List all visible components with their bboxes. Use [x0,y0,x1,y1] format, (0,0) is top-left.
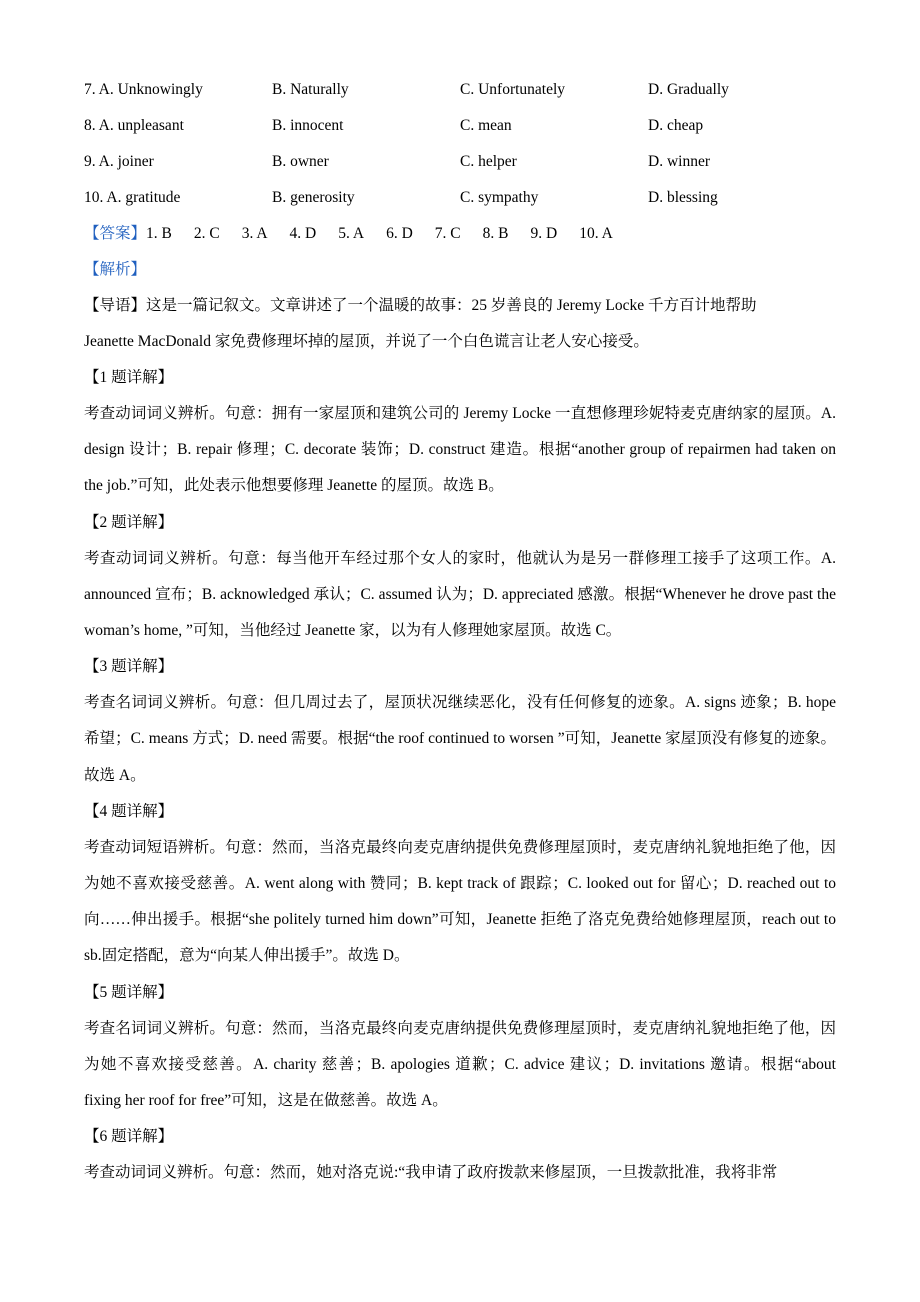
option-row-9 [84,144,836,180]
option-row-8 [84,108,836,144]
answer-item: 5. A [338,225,365,242]
answer-item: 3. A [241,225,268,242]
intro-line-1: 【导语】这是一篇记叙文。文章讲述了一个温暖的故事：25 岁善良的 Jeremy Locke 千方百计地帮助 [84,297,757,314]
answer-item: 4. D [289,225,317,242]
option-a: 7. A. Unknowingly [84,81,203,98]
option-a: 9. A. joiner [84,153,154,170]
option-c: C. Unfortunately [460,81,566,98]
option-d: D. cheap [648,117,704,134]
q6-title: 【6 题详解】 [84,1128,174,1146]
option-row-7 [84,72,836,108]
q2-text: 考查动词词义辨析。句意：每当他开车经过那个女人的家时，他就认为是另一群修理工接手了这项工作。A. announced 宣布；B. acknowledged 承认；C. assumed 认为；D. appreciated 感激。根据“Whenever he drove past the woman’s home, ”可知，当他经过 Jeanette 家，以为有人修理她家屋顶。故选 C。 [84,549,836,640]
answer-item: 8. B [482,225,509,242]
q4-title: 【4 题详解】 [84,802,174,820]
option-c: C. sympathy [460,189,539,206]
q1-title: 【1 题详解】 [84,369,174,386]
q5-text: 考查名词词义辨析。句意：然而，当洛克最终向麦克唐纳提供免费修理屋顶时，麦克唐纳礼貌地拒绝了他，因为她不喜欢接受慈善。A. charity 慈善；B. apologies 道歉；C. advice 建议；D. invitations 邀请。根据“about fixing her roof for free”可知，这是在做慈善。故选 A。 [84,1019,836,1110]
option-d: D. winner [648,153,710,170]
analysis-label: 【解析】 [84,261,147,278]
option-d: D. Gradually [648,81,729,98]
q3-title: 【3 题详解】 [84,658,174,676]
option-b: B. innocent [272,117,344,134]
option-d: D. blessing [648,189,718,206]
answer-label: 【答案】 [84,225,147,242]
q5-title: 【5 题详解】 [84,983,174,1001]
answer-item: 6. D [386,225,413,242]
answer-item: 10. A [579,225,613,242]
option-a: 8. A. unpleasant [84,117,184,134]
answer-item: 1. B [146,225,172,242]
option-b: B. generosity [272,189,355,206]
q3-text: 考查名词词义辨析。句意：但几周过去了，屋顶状况继续恶化，没有任何修复的迹象。A. signs 迹象；B. hope 希望；C. means 方式；D. need 需要。根据“the roof continued to worsen ”可知，Jeanette 家屋顶没有修复的迹象。故选 A。 [84,694,836,784]
answer-item: 7. C [434,225,461,242]
q2-title: 【2 题详解】 [84,513,174,531]
q1-text: 考查动词词义辨析。句意：拥有一家屋顶和建筑公司的 Jeremy Locke 一直想修理珍妮特麦克唐纳家的屋顶。A. design 设计；B. repair 修理；C. decorate 装饰；D. construct 建造。根据“another group of repairmen had taken on the job.”可知，此处表示他想要修理 Jeanette 的屋顶。故选 B。 [84,405,836,495]
option-b: B. Naturally [272,81,349,98]
document-page [84,72,836,1191]
answer-item: 9. D [530,225,558,242]
option-row-10 [84,180,836,216]
option-a: 10. A. gratitude [84,189,181,206]
answer-item: 2. C [193,225,220,242]
intro-line-2: Jeanette MacDonald 家免费修理坏掉的屋顶，并说了一个白色谎言让老人安心接受。 [84,333,649,350]
q4-text: 考查动词短语辨析。句意：然而，当洛克最终向麦克唐纳提供免费修理屋顶时，麦克唐纳礼貌地拒绝了他，因为她不喜欢接受慈善。A. went along with 赞同；B. kept track of 跟踪；C. looked out for 留心；D. reached out to 向……伸出援手。根据“she politely turned him down”可知，Jeanette 拒绝了洛克免费给她修理屋顶，reach out to sb.固定搭配，意为“向某人伸出援手”。故选 D。 [84,838,836,965]
option-b: B. owner [272,153,329,170]
option-c: C. helper [460,153,517,170]
q6-text: 考查动词词义辨析。句意：然而，她对洛克说:“我申请了政府拨款来修屋顶，一旦拨款批准，我将非常 [84,1164,778,1182]
option-c: C. mean [460,117,512,134]
answer-row [84,216,836,252]
